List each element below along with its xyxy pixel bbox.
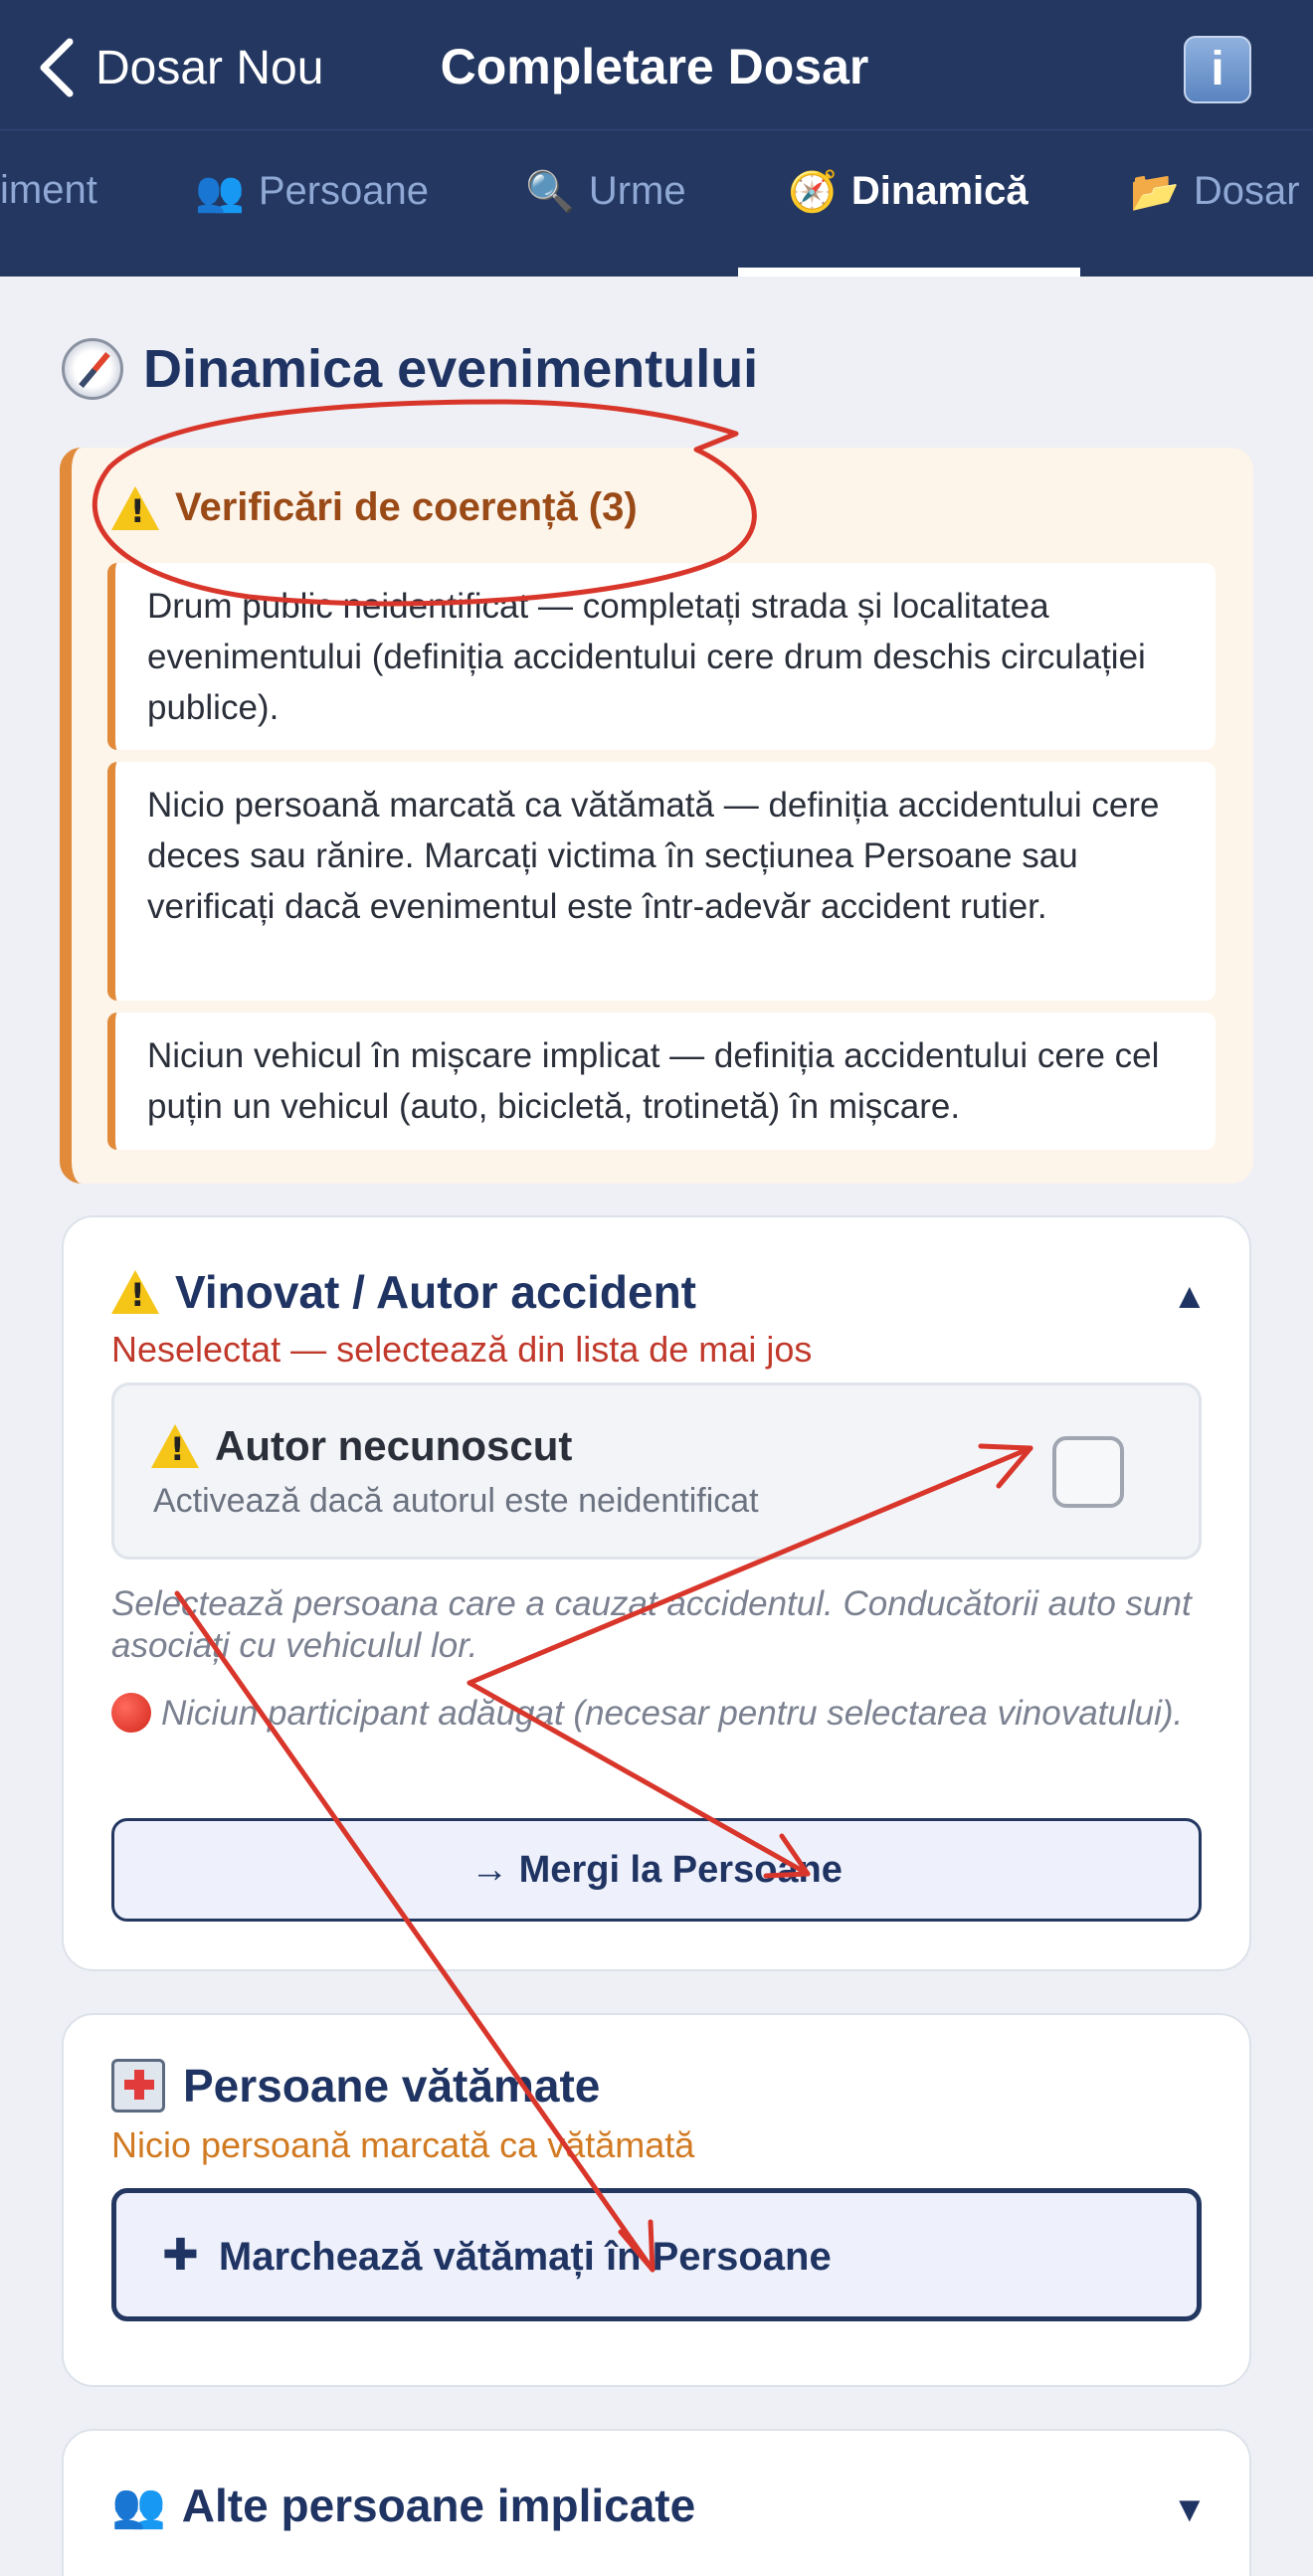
tab-dinamica[interactable] — [788, 168, 1029, 215]
expand-chevron-icon[interactable]: ▼ — [1172, 2488, 1208, 2529]
culprit-title-text: Vinovat / Autor accident — [175, 1266, 696, 1318]
section-title-text: Dinamica evenimentului — [143, 339, 759, 399]
page-title: Completare Dosar — [440, 39, 869, 94]
coherence-title — [111, 485, 638, 530]
unknown-author-label: Autor necunoscut — [215, 1422, 573, 1469]
no-participants-note — [111, 1693, 1216, 1735]
top-bar — [0, 0, 1313, 129]
tab-urme[interactable] — [525, 168, 686, 215]
tab-persoane[interactable] — [195, 168, 429, 215]
tab-label: Dinamică — [850, 169, 1029, 213]
injured-title-text: Persoane vătămate — [183, 2060, 601, 2112]
culprit-card-title[interactable] — [111, 1265, 696, 1319]
magnifier-icon: 🔍 — [525, 170, 575, 214]
red-circle-icon — [111, 1693, 151, 1733]
active-tab-indicator — [738, 268, 1080, 276]
culprit-hint: Selectează persoana care a cauzat accidentul. Conducătorii auto sunt asociați cu vehiculul lor. — [111, 1584, 1192, 1665]
unknown-author-desc: Activează dacă autorul este neidentificat — [153, 1482, 759, 1520]
people-icon: 👥 — [195, 170, 245, 214]
tab-bar — [0, 129, 1313, 276]
mark-injured-label: Marchează vătămați în Persoane — [218, 2235, 832, 2279]
coherence-title-text: Verificări de coerență (3) — [175, 485, 638, 529]
goto-persons-button[interactable]: → Mergi la Persoane — [111, 1818, 1202, 1922]
coherence-item: Nicio persoană marcată ca vătămată — definiția accidentului cere deces sau rănire. Marcați victima în secțiunea Persoane sau verificați dacă evenimentul este într-adevăr accident rutier. — [107, 762, 1216, 1001]
folder-icon: 📂 — [1130, 170, 1180, 214]
warning-icon — [111, 486, 159, 530]
info-button[interactable]: i — [1184, 36, 1251, 103]
culprit-status: Neselectat — selectează din lista de mai jos — [111, 1329, 813, 1370]
section-title — [62, 338, 758, 400]
collapse-chevron-icon[interactable]: ▲ — [1172, 1275, 1208, 1316]
people-icon: 👥 — [111, 2482, 166, 2530]
back-label: Dosar Nou — [95, 41, 324, 94]
coherence-item: Drum public neidentificat — completați strada și localitatea evenimentului (definiția accidentului cere drum deschis circulației publice). — [107, 563, 1216, 750]
unknown-author-checkbox[interactable] — [1052, 1436, 1124, 1508]
warning-icon — [111, 1270, 159, 1314]
unknown-author-toggle[interactable] — [111, 1382, 1202, 1560]
injured-card-title — [111, 2059, 600, 2113]
tab-eveniment[interactable] — [0, 168, 97, 213]
tab-label: Persoane — [258, 169, 430, 213]
coherence-item: Niciun vehicul în mișcare implicat — definiția accidentului cere cel puțin un vehicul (auto, bicicletă, trotinetă) în mișcare. — [107, 1012, 1216, 1150]
warning-icon — [151, 1424, 199, 1468]
plus-icon: ✚ — [162, 2231, 199, 2280]
others-card-title[interactable] — [111, 2479, 695, 2532]
mark-injured-button[interactable] — [111, 2188, 1202, 2321]
injured-status: Nicio persoană marcată ca vătămată — [111, 2124, 695, 2165]
tab-label: Dosar — [1193, 169, 1300, 213]
compass-icon — [62, 338, 123, 400]
tab-label: iment — [0, 168, 97, 212]
tab-label: Urme — [588, 169, 686, 213]
unknown-author-title — [151, 1422, 572, 1470]
no-participants-text: Niciun participant adăugat (necesar pentru selectarea vinovatului). — [161, 1694, 1184, 1733]
compass-icon: 🧭 — [788, 170, 838, 214]
others-title-text: Alte persoane implicate — [181, 2480, 696, 2531]
hospital-icon — [111, 2059, 165, 2113]
tab-dosar[interactable] — [1130, 168, 1300, 215]
